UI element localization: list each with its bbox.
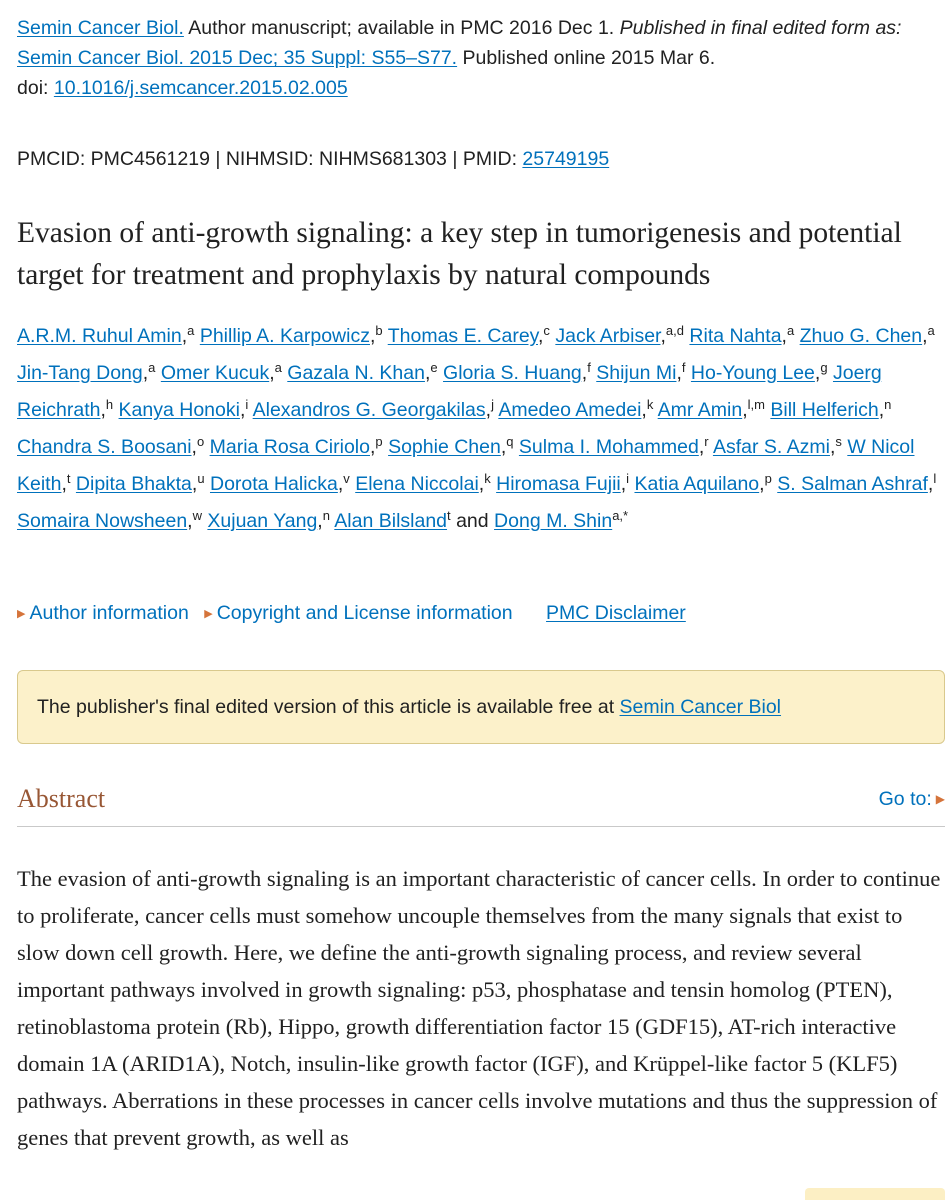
author-affiliation-marker: a,* (612, 508, 629, 523)
author-affiliation-marker: l (933, 471, 937, 486)
author-affiliation-marker: t (66, 471, 71, 486)
triangle-right-icon: ▶ (17, 608, 26, 620)
doi-link[interactable]: 10.1016/j.semcancer.2015.02.005 (53, 77, 348, 99)
author-link[interactable]: Joerg Reichrath (17, 362, 882, 421)
goto-label: Go to: (878, 788, 932, 810)
author-affiliation-marker: a (187, 323, 195, 338)
author-information-toggle[interactable]: Author information (29, 602, 189, 624)
author-affiliation-marker: h (105, 397, 114, 412)
author-link[interactable]: A.R.M. Ruhul Amin (17, 325, 182, 347)
author-link[interactable]: Hiromasa Fujii (496, 473, 621, 495)
author-affiliation-marker: n (322, 508, 330, 523)
author-link[interactable]: Omer Kucuk (160, 362, 270, 384)
pmcid-text: PMCID: PMC4561219 (17, 148, 210, 170)
published-as-label: Published in final edited form as: (619, 17, 902, 39)
author-affiliation-marker: i (626, 471, 630, 486)
author-link[interactable]: Jin-Tang Dong (17, 362, 143, 384)
author-link[interactable]: Elena Niccolai (355, 473, 479, 495)
author-affiliation-marker: g (820, 360, 828, 375)
author-affiliation-marker: p (764, 471, 772, 486)
author-affiliation-marker: k (484, 471, 491, 486)
author-affiliation-marker: f (681, 360, 686, 375)
goto-menu-button[interactable] (879, 788, 945, 811)
author-link[interactable]: Alan Bilsland (334, 510, 448, 532)
author-affiliation-marker: v (343, 471, 350, 486)
author-affiliation-marker: q (506, 434, 514, 449)
author-link[interactable]: Amedeo Amedei (498, 399, 642, 421)
author-link[interactable]: Sulma I. Mohammed (518, 436, 699, 458)
article-title: Evasion of anti-growth signaling: a key step in tumorigenesis and potential target for treatment and prophylaxis by natural compounds (17, 217, 902, 291)
publisher-version-notice (17, 670, 945, 744)
pmid-label: PMID: (462, 148, 517, 170)
author-link[interactable]: Phillip A. Karpowicz (199, 325, 370, 347)
published-online-text: Published online 2015 Mar 6. (462, 47, 716, 69)
author-link[interactable]: Dong M. Shin (494, 510, 613, 532)
author-link[interactable]: Katia Aquilano (634, 473, 760, 495)
author-link[interactable]: Dipita Bhakta (75, 473, 192, 495)
author-link[interactable]: Chandra S. Boosani (17, 436, 192, 458)
triangle-right-icon: ▶ (204, 608, 213, 620)
author-affiliation-marker: i (245, 397, 249, 412)
manuscript-text: Author manuscript; available in PMC 2016 Dec 1. (188, 17, 615, 39)
authors-and-text: and (456, 510, 489, 532)
author-link[interactable]: Kanya Honoki (118, 399, 240, 421)
author-link[interactable]: Alexandros G. Georgakilas (252, 399, 486, 421)
notice-text: The publisher's final edited version of this article is available free at (37, 696, 615, 718)
author-affiliation-marker: k (646, 397, 654, 412)
author-link[interactable]: Jack Arbiser (555, 325, 661, 347)
author-link[interactable]: Dorota Halicka (209, 473, 338, 495)
article-ids: PMCID: PMC4561219 | NIHMSID: NIHMS681303 | PMID: 25749195 (17, 148, 610, 170)
author-list: A.R.M. Ruhul Amin,$^a$ Phillip A. Karpowicz,$^b$ Thomas E. Carey,$^c$ Jack Arbiser,$^{a,d}$ Rita Nahta,$^a$ Zhuo G. Chen,$^a$ Jin-Tang Dong,$^a$ Omer Kucuk,$^a$ Gazala N. Khan,$^e$ Gloria S. Huang,$^f$ Shijun Mi,$^f$ Ho-Young Lee,$^g$ Joerg Reichrath,$^h$ Kanya Honoki,$^i$ Alexandros G. Georgakilas,$^j$ Amedeo Amedei,$^k$ Amr Amin,$^{l,m}$ Bill Helferich,$^n$ Chandra S. Boosani,$^o$ Maria Rosa Ciriolo,$^p$ Sophie Chen,$^q$ Sulma I. Mohammed,$^r$ Asfar S. Azmi,$^s$ W Nicol Keith,$^t$ Dipita Bhakta,$^u$ Dorota Halicka,$^v$ Elena Niccolai,$^k$ Hiromasa Fujii,$^i$ Katia Aquilano,$^p$ S. Salman Ashraf,$^l$ Somaira Nowsheen,$^w$ Xujuan Yang,$^n$ Alan Bilsland$^t$ and Dong M. Shin$^{a,*}$ (17, 323, 937, 532)
author-link[interactable]: Rita Nahta (689, 325, 782, 347)
author-link[interactable]: Amr Amin (657, 399, 743, 421)
article-meta-links (17, 598, 686, 629)
author-link[interactable]: Gazala N. Khan (287, 362, 425, 384)
doi-label: doi: (17, 77, 49, 99)
author-link[interactable]: Shijun Mi (596, 362, 677, 384)
author-affiliation-marker: j (491, 397, 494, 412)
floating-panel-edge (805, 1188, 945, 1200)
citation-block (17, 13, 942, 103)
copyright-license-toggle[interactable]: Copyright and License information (216, 602, 513, 624)
author-link[interactable]: Somaira Nowsheen (17, 510, 188, 532)
notice-journal-link[interactable]: Semin Cancer Biol (619, 696, 782, 718)
author-affiliation-marker: u (197, 471, 205, 486)
author-link[interactable]: Asfar S. Azmi (712, 436, 830, 458)
author-affiliation-marker: p (375, 434, 383, 449)
author-affiliation-marker: w (192, 508, 202, 523)
author-affiliation-marker: n (884, 397, 892, 412)
author-link[interactable]: S. Salman Ashraf (777, 473, 928, 495)
author-affiliation-marker: a (927, 323, 935, 338)
published-as-link[interactable]: Semin Cancer Biol. 2015 Dec; 35 Suppl: S55–S77. (17, 47, 458, 69)
nihmsid-text: NIHMSID: NIHMS681303 (225, 148, 447, 170)
author-affiliation-marker: r (704, 434, 709, 449)
author-link[interactable]: Thomas E. Carey (387, 325, 538, 347)
author-affiliation-marker: b (375, 323, 383, 338)
author-link[interactable]: Xujuan Yang (207, 510, 318, 532)
author-affiliation-marker: a (274, 360, 282, 375)
pmid-link[interactable]: 25749195 (522, 148, 610, 170)
author-link[interactable]: Ho-Young Lee (690, 362, 815, 384)
author-affiliation-marker: f (587, 360, 591, 375)
abstract-heading: Abstract (17, 784, 106, 813)
author-affiliation-marker: a (786, 323, 795, 338)
author-link[interactable]: Bill Helferich (770, 399, 879, 421)
author-affiliation-marker: e (430, 360, 438, 375)
triangle-right-icon: ▶ (935, 792, 945, 806)
author-link[interactable]: Maria Rosa Ciriolo (209, 436, 370, 458)
author-link[interactable]: Gloria S. Huang (443, 362, 582, 384)
author-affiliation-marker: o (196, 434, 205, 449)
author-affiliation-marker: a,d (665, 323, 684, 338)
abstract-text: The evasion of anti-growth signaling is an important characteristic of cancer cells. In order to continue to proliferate, cancer cells must somehow uncouple themselves from the many signals that exist to slow down cell growth. Here, we define the anti-growth signaling process, and review several important pathways involved in growth signaling: p53, phosphatase and tensin homolog (PTEN), retinoblastoma protein (Rb), Hippo, growth differentiation factor 15 (GDF15), AT-rich interactive domain 1A (ARID1A), Notch, insulin-like growth factor (IGF), and Krüppel-like factor 5 (KLF5) pathways. Aberrations in these processes in cancer cells involve mutations and thus the suppression of genes that prevent growth, as well as (17, 866, 941, 1150)
author-affiliation-marker: a (148, 360, 156, 375)
author-affiliation-marker: s (835, 434, 842, 449)
author-affiliation-marker: l,m (747, 397, 765, 412)
author-affiliation-marker: t (447, 508, 451, 523)
author-link[interactable]: Zhuo G. Chen (799, 325, 923, 347)
abstract-header (17, 782, 945, 827)
journal-link[interactable]: Semin Cancer Biol. (17, 17, 184, 39)
author-link[interactable]: Sophie Chen (388, 436, 501, 458)
author-link[interactable]: W Nicol Keith (17, 436, 915, 495)
author-affiliation-marker: c (543, 323, 550, 338)
pmc-disclaimer-link[interactable]: PMC Disclaimer (546, 602, 686, 624)
